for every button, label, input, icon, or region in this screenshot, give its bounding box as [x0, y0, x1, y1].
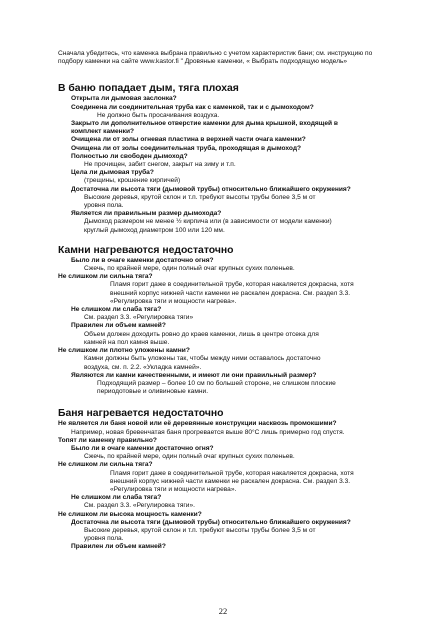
question-line: Цела ли дымовая труба?: [71, 169, 154, 177]
section-heating-list: [58, 420, 398, 551]
answer-line: Дымоход размером не менее ½ кирпича или (в зависимости от модели каменки): [84, 218, 332, 226]
question-line: Достаточна ли высота тяги (дымовой трубы) относительно ближайшего окружения?: [71, 518, 351, 526]
question-line: Достаточна ли высота тяги (дымовой трубы) относительно ближайшего окружения?: [71, 185, 351, 193]
question-line: Не слишком ли плотно уложены камни?: [58, 347, 190, 355]
answer-line: внешний корпус нижней части каменки не раскален докрасна. См. раздел 3.3.: [110, 289, 351, 297]
answer-line: Пламя горит даже в соединительной трубе, которая накаляется докрасна, хотя: [110, 281, 354, 289]
question-line: Топят ли каменку правильно?: [58, 436, 157, 444]
question-line: Не слишком ли сильна тяга?: [58, 273, 153, 281]
answer-line: «Регулировка тяги и мощности нагрева».: [110, 297, 237, 305]
intro-paragraph: Сначала убедитесь, что каменка выбрана правильно с учетом характеристик бани; см. инструкцию по подбору каменки на сайте www.kastor.fi " Дровяные каменки, « Выбрать подходящую модель»: [58, 50, 373, 66]
answer-line: уровня пола.: [84, 202, 124, 210]
answer-line: См. раздел 3.3. «Регулировка тяги»: [84, 314, 194, 322]
answer-line: периодотовые и оливиновые камни.: [97, 388, 209, 396]
question-line: Является ли правильным размер дымохода?: [71, 210, 222, 218]
page-number: 22: [218, 606, 228, 616]
answer-line: внешний корпус нижней части каменки не раскален докрасна. См. раздел 3.3.: [110, 477, 351, 485]
section-stones-list: [58, 257, 398, 396]
answer-line: (трещины, крошение кирпичей): [84, 177, 181, 185]
question-line: Являются ли камни качественными, и имеют ли они правильный размер?: [71, 371, 317, 379]
question-line: Правилен ли объем камней?: [71, 543, 166, 551]
question-line: Соединена ли соединительная труба как с каменкой, так и с дымоходом?: [71, 103, 314, 111]
section-title-heating: Баня нагревается недостаточно: [58, 408, 224, 420]
answer-line: камней на пол камня выше.: [84, 338, 170, 346]
answer-line: «Регулировка тяги и мощности нагрева».: [110, 485, 237, 493]
question-line: Открыта ли дымовая заслонка?: [71, 95, 177, 103]
question-line: Очищена ли от золы соединительная труба, проходящая в дымоход?: [71, 144, 302, 152]
question-line: Полностью ли свободен дымоход?: [71, 152, 188, 160]
answer-line: уровня пола.: [84, 535, 124, 543]
answer-line: круглый дымоход диаметром 100 или 120 мм.: [84, 226, 225, 234]
answer-line: Сжечь, по крайней мере, один полный очаг крупных сухих поленьев.: [84, 453, 295, 461]
question-line: Не слишком ли слаба тяга?: [71, 306, 162, 314]
question-line: Не слишком ли сильна тяга?: [58, 461, 153, 469]
answer-line: Высокие деревья, крутой склон и т.п. требуют высоты трубы более 3,5 м от: [84, 193, 316, 201]
answer-line: Пламя горит даже в соединительной трубе, которая накаляется докрасна, хотя: [110, 469, 354, 477]
question-line: Не слишком ли слаба тяга?: [71, 494, 162, 502]
section-smoke-list: [58, 95, 398, 234]
answer-line: воздуха, см. п. 2.2. «Укладка камней».: [84, 363, 202, 371]
answer-line: Не должно быть просачивания воздуха.: [97, 111, 220, 119]
document-page: [58, 50, 398, 552]
question-line: Было ли в очаге каменки достаточно огня?: [71, 256, 214, 264]
question-line: Не является ли баня новой или её деревянные конструкции насквозь промокшими?: [58, 420, 337, 428]
section-title-smoke: В баню попадает дым, тяга плохая: [58, 83, 239, 95]
answer-line: Подходящий размер – более 10 см по большей стороне, не слишком плоские: [97, 379, 336, 387]
answer-line: Не прочищен, забит снегом, закрыт на зиму и т.п.: [84, 161, 236, 169]
answer-line: Камни должны быть уложены так, чтобы между ними оставалось достаточно: [84, 355, 321, 363]
answer-line: Высокие деревья, крутой склон и т.п. требуют высоты трубы более 3,5 м от: [84, 526, 316, 534]
question-line: Правилен ли объем камней?: [71, 322, 166, 330]
question-line: Закрыто ли дополнительное отверстие каменки для дыма крышкой, входящей в: [71, 120, 338, 128]
question-line: Не слишком ли высока мощность каменки?: [58, 510, 202, 518]
section-title-stones: Камни нагреваются недостаточно: [58, 244, 234, 256]
answer-line: Сжечь, по крайней мере, один полный очаг крупных сухих поленьев.: [84, 265, 295, 273]
answer-line: Объем должен доходить ровно до краев каменки, лишь в центре отсека для: [84, 330, 319, 338]
question-line: Очищена ли от золы огневая пластина в верхней части очага каменки?: [71, 136, 306, 144]
answer-line: Например, новая бревенчатая баня прогревается выше 80°C лишь примерно год спустя.: [71, 428, 345, 436]
answer-line: См. раздел 3.3. «Регулировка тяги».: [84, 502, 195, 510]
question-line: Было ли в очаге каменки достаточно огня?: [71, 444, 214, 452]
question-line: комплект каменки?: [71, 128, 135, 136]
